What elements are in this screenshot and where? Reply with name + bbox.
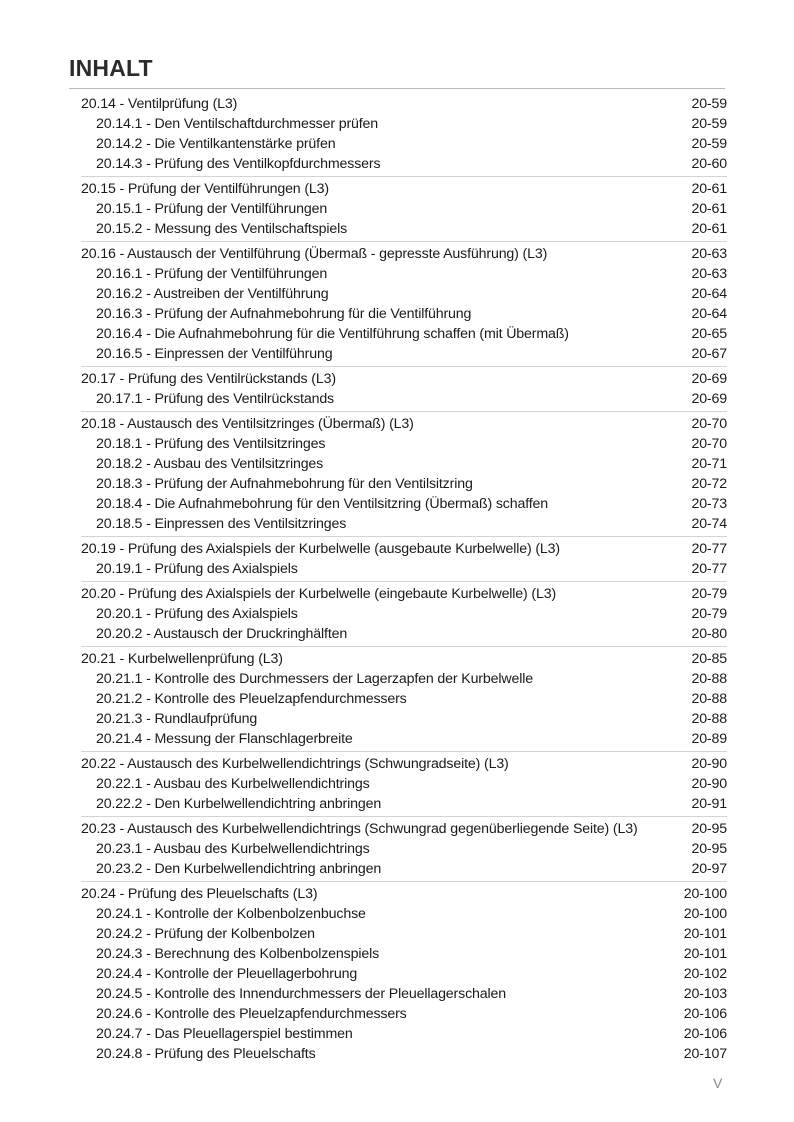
toc-subentry-page: 20-102 — [683, 966, 727, 982]
toc-subentry[interactable] — [81, 434, 727, 454]
toc-entry[interactable] — [81, 414, 727, 434]
toc-subentry-page: 20-100 — [683, 906, 727, 922]
toc-subentry-page: 20-89 — [691, 731, 727, 747]
toc-entry[interactable] — [81, 754, 727, 774]
toc-entry-title: 20.15 - Prüfung der Ventilführungen (L3) — [81, 181, 329, 197]
toc-subentry-title: 20.24.6 - Kontrolle des Pleuelzapfendurchmessers — [96, 1006, 407, 1022]
toc-subentry-title: 20.14.1 - Den Ventilschaftdurchmesser prüfen — [96, 116, 379, 132]
page-title: INHALT — [69, 55, 153, 81]
toc-subentry[interactable] — [81, 1024, 727, 1044]
toc-section — [81, 649, 727, 752]
toc-subentry[interactable] — [81, 284, 727, 304]
toc-subentry-page: 20-80 — [691, 626, 727, 642]
toc-entry-title: 20.18 - Austausch des Ventilsitzringes (Übermaß) (L3) — [81, 416, 414, 432]
toc-subentry-title: 20.24.8 - Prüfung des Pleuelschafts — [96, 1046, 316, 1062]
toc-subentry-page: 20-88 — [691, 711, 727, 727]
toc-subentry-page: 20-60 — [691, 156, 727, 172]
toc-subentry-page: 20-106 — [683, 1006, 727, 1022]
toc-entry-page: 20-61 — [691, 181, 727, 197]
toc-entry[interactable] — [81, 649, 727, 669]
toc-subentry[interactable] — [81, 729, 727, 749]
toc-subentry-title: 20.21.1 - Kontrolle des Durchmessers der Lagerzapfen der Kurbelwelle — [96, 671, 533, 687]
toc-subentry[interactable] — [81, 199, 727, 219]
toc-subentry-title: 20.15.1 - Prüfung der Ventilführungen — [96, 201, 328, 217]
toc-subentry[interactable] — [81, 1004, 727, 1024]
toc-subentry-title: 20.24.5 - Kontrolle des Innendurchmessers der Pleuellagerschalen — [96, 986, 506, 1002]
toc-subentry-title: 20.19.1 - Prüfung des Axialspiels — [96, 561, 298, 577]
toc-section — [81, 754, 727, 817]
toc-entry-title: 20.16 - Austausch der Ventilführung (Übermaß - gepresste Ausführung) (L3) — [81, 246, 548, 262]
toc-subentry-page: 20-106 — [683, 1026, 727, 1042]
toc-entry-title: 20.23 - Austausch des Kurbelwellendichtrings (Schwungrad gegenüberliegende Seite) (L3) — [81, 821, 638, 837]
toc-section — [81, 414, 727, 537]
toc-subentry[interactable] — [81, 669, 727, 689]
toc-section — [81, 369, 727, 412]
toc-subentry-page: 20-71 — [691, 456, 727, 472]
toc-subentry[interactable] — [81, 984, 727, 1004]
toc-subentry-page: 20-77 — [691, 561, 727, 577]
toc-subentry-page: 20-79 — [691, 606, 727, 622]
toc-subentry-page: 20-73 — [691, 496, 727, 512]
toc-subentry-page: 20-61 — [691, 221, 727, 237]
toc-entry-page: 20-70 — [691, 416, 727, 432]
toc-entry-page: 20-77 — [691, 541, 727, 557]
toc-section — [81, 179, 727, 242]
toc-entry-page: 20-90 — [691, 756, 727, 772]
page-number: V — [713, 1075, 723, 1091]
toc-subentry-page: 20-103 — [683, 986, 727, 1002]
toc-section — [81, 584, 727, 647]
toc-subentry-page: 20-97 — [691, 861, 727, 877]
toc-subentry-title: 20.21.3 - Rundlaufprüfung — [96, 711, 258, 727]
table-of-contents — [81, 94, 727, 1068]
toc-subentry[interactable] — [81, 774, 727, 794]
toc-subentry-page: 20-88 — [691, 671, 727, 687]
toc-subentry[interactable] — [81, 494, 727, 514]
toc-subentry-title: 20.21.4 - Messung der Flanschlagerbreite — [96, 731, 353, 747]
toc-entry[interactable] — [81, 369, 727, 389]
toc-subentry[interactable] — [81, 794, 727, 814]
toc-section — [81, 244, 727, 367]
toc-entry[interactable] — [81, 94, 727, 114]
toc-subentry-page: 20-101 — [683, 926, 727, 942]
toc-subentry[interactable] — [81, 514, 727, 534]
toc-entry[interactable] — [81, 179, 727, 199]
toc-subentry[interactable] — [81, 344, 727, 364]
toc-subentry[interactable] — [81, 134, 727, 154]
toc-section — [81, 884, 727, 1066]
toc-subentry[interactable] — [81, 709, 727, 729]
toc-subentry[interactable] — [81, 944, 727, 964]
toc-subentry[interactable] — [81, 324, 727, 344]
toc-subentry-title: 20.18.1 - Prüfung des Ventilsitzringes — [96, 436, 326, 452]
toc-subentry-title: 20.18.5 - Einpressen des Ventilsitzringes — [96, 516, 347, 532]
toc-entry[interactable] — [81, 584, 727, 604]
toc-entry-page: 20-79 — [691, 586, 727, 602]
toc-subentry[interactable] — [81, 839, 727, 859]
toc-subentry[interactable] — [81, 624, 727, 644]
toc-section — [81, 539, 727, 582]
toc-subentry[interactable] — [81, 264, 727, 284]
toc-subentry[interactable] — [81, 154, 727, 174]
toc-subentry-title: 20.20.2 - Austausch der Druckringhälften — [96, 626, 348, 642]
toc-subentry[interactable] — [81, 454, 727, 474]
toc-entry-page: 20-95 — [691, 821, 727, 837]
toc-subentry-title: 20.21.2 - Kontrolle des Pleuelzapfendurchmessers — [96, 691, 407, 707]
toc-entry-title: 20.19 - Prüfung des Axialspiels der Kurbelwelle (ausgebaute Kurbelwelle) (L3) — [81, 541, 560, 557]
toc-subentry-title: 20.16.2 - Austreiben der Ventilführung — [96, 286, 329, 302]
toc-subentry[interactable] — [81, 1044, 727, 1064]
toc-subentry-page: 20-61 — [691, 201, 727, 217]
toc-subentry[interactable] — [81, 219, 727, 239]
toc-subentry-page: 20-88 — [691, 691, 727, 707]
toc-subentry-page: 20-91 — [691, 796, 727, 812]
toc-subentry-page: 20-67 — [691, 346, 727, 362]
toc-entry-page: 20-69 — [691, 371, 727, 387]
toc-subentry-page: 20-72 — [691, 476, 727, 492]
toc-subentry-page: 20-64 — [691, 306, 727, 322]
toc-subentry-page: 20-74 — [691, 516, 727, 532]
toc-subentry[interactable] — [81, 389, 727, 409]
toc-subentry-title: 20.17.1 - Prüfung des Ventilrückstands — [96, 391, 335, 407]
toc-entry-page: 20-63 — [691, 246, 727, 262]
toc-entry-page: 20-100 — [683, 886, 727, 902]
toc-subentry-title: 20.23.1 - Ausbau des Kurbelwellendichtrings — [96, 841, 370, 857]
toc-entry[interactable] — [81, 244, 727, 264]
toc-subentry-title: 20.18.3 - Prüfung der Aufnahmebohrung für den Ventilsitzring — [96, 476, 473, 492]
toc-subentry-title: 20.16.4 - Die Aufnahmebohrung für die Ventilführung schaffen (mit Übermaß) — [96, 326, 569, 342]
toc-subentry[interactable] — [81, 689, 727, 709]
toc-entry[interactable] — [81, 539, 727, 559]
toc-subentry[interactable] — [81, 604, 727, 624]
toc-subentry[interactable] — [81, 559, 727, 579]
toc-entry-title: 20.14 - Ventilprüfung (L3) — [81, 96, 238, 112]
toc-subentry-title: 20.16.1 - Prüfung der Ventilführungen — [96, 266, 328, 282]
toc-subentry-title: 20.22.2 - Den Kurbelwellendichtring anbringen — [96, 796, 382, 812]
toc-subentry-title: 20.24.1 - Kontrolle der Kolbenbolzenbuchse — [96, 906, 366, 922]
toc-subentry-title: 20.24.7 - Das Pleuellagerspiel bestimmen — [96, 1026, 353, 1042]
toc-entry-title: 20.22 - Austausch des Kurbelwellendichtrings (Schwungradseite) (L3) — [81, 756, 509, 772]
toc-subentry-title: 20.15.2 - Messung des Ventilschaftspiels — [96, 221, 348, 237]
toc-subentry-page: 20-63 — [691, 266, 727, 282]
toc-section — [81, 819, 727, 882]
toc-subentry-title: 20.23.2 - Den Kurbelwellendichtring anbringen — [96, 861, 382, 877]
toc-subentry-page: 20-59 — [691, 136, 727, 152]
toc-subentry[interactable] — [81, 924, 727, 944]
toc-subentry-title: 20.22.1 - Ausbau des Kurbelwellendichtrings — [96, 776, 370, 792]
toc-entry-title: 20.24 - Prüfung des Pleuelschafts (L3) — [81, 886, 318, 902]
toc-subentry-title: 20.16.3 - Prüfung der Aufnahmebohrung für die Ventilführung — [96, 306, 472, 322]
toc-entry[interactable] — [81, 819, 727, 839]
toc-subentry[interactable] — [81, 474, 727, 494]
toc-subentry-page: 20-95 — [691, 841, 727, 857]
toc-subentry-title: 20.24.2 - Prüfung der Kolbenbolzen — [96, 926, 315, 942]
toc-subentry-title: 20.16.5 - Einpressen der Ventilführung — [96, 346, 333, 362]
toc-subentry[interactable] — [81, 859, 727, 879]
toc-subentry-title: 20.18.4 - Die Aufnahmebohrung für den Ventilsitzring (Übermaß) schaffen — [96, 496, 549, 512]
toc-entry-title: 20.20 - Prüfung des Axialspiels der Kurbelwelle (eingebaute Kurbelwelle) (L3) — [81, 586, 557, 602]
toc-subentry[interactable] — [81, 304, 727, 324]
toc-subentry-title: 20.24.4 - Kontrolle der Pleuellagerbohrung — [96, 966, 358, 982]
toc-entry-title: 20.17 - Prüfung des Ventilrückstands (L3) — [81, 371, 336, 387]
toc-subentry-page: 20-101 — [683, 946, 727, 962]
toc-entry-title: 20.21 - Kurbelwellenprüfung (L3) — [81, 651, 283, 667]
toc-subentry-title: 20.20.1 - Prüfung des Axialspiels — [96, 606, 298, 622]
toc-subentry[interactable] — [81, 904, 727, 924]
toc-section — [81, 94, 727, 177]
toc-subentry-title: 20.24.3 - Berechnung des Kolbenbolzenspiels — [96, 946, 380, 962]
toc-subentry-page: 20-90 — [691, 776, 727, 792]
title-divider — [69, 88, 725, 89]
toc-subentry-title: 20.14.2 - Die Ventilkantenstärke prüfen — [96, 136, 336, 152]
toc-entry-page: 20-85 — [691, 651, 727, 667]
toc-subentry-page: 20-59 — [691, 116, 727, 132]
toc-subentry-page: 20-69 — [691, 391, 727, 407]
toc-subentry[interactable] — [81, 964, 727, 984]
toc-entry-page: 20-59 — [691, 96, 727, 112]
toc-entry[interactable] — [81, 884, 727, 904]
toc-subentry-page: 20-70 — [691, 436, 727, 452]
toc-subentry-title: 20.14.3 - Prüfung des Ventilkopfdurchmessers — [96, 156, 381, 172]
toc-subentry-page: 20-107 — [683, 1046, 727, 1062]
toc-subentry-page: 20-65 — [691, 326, 727, 342]
toc-subentry-title: 20.18.2 - Ausbau des Ventilsitzringes — [96, 456, 324, 472]
toc-subentry-page: 20-64 — [691, 286, 727, 302]
toc-subentry[interactable] — [81, 114, 727, 134]
